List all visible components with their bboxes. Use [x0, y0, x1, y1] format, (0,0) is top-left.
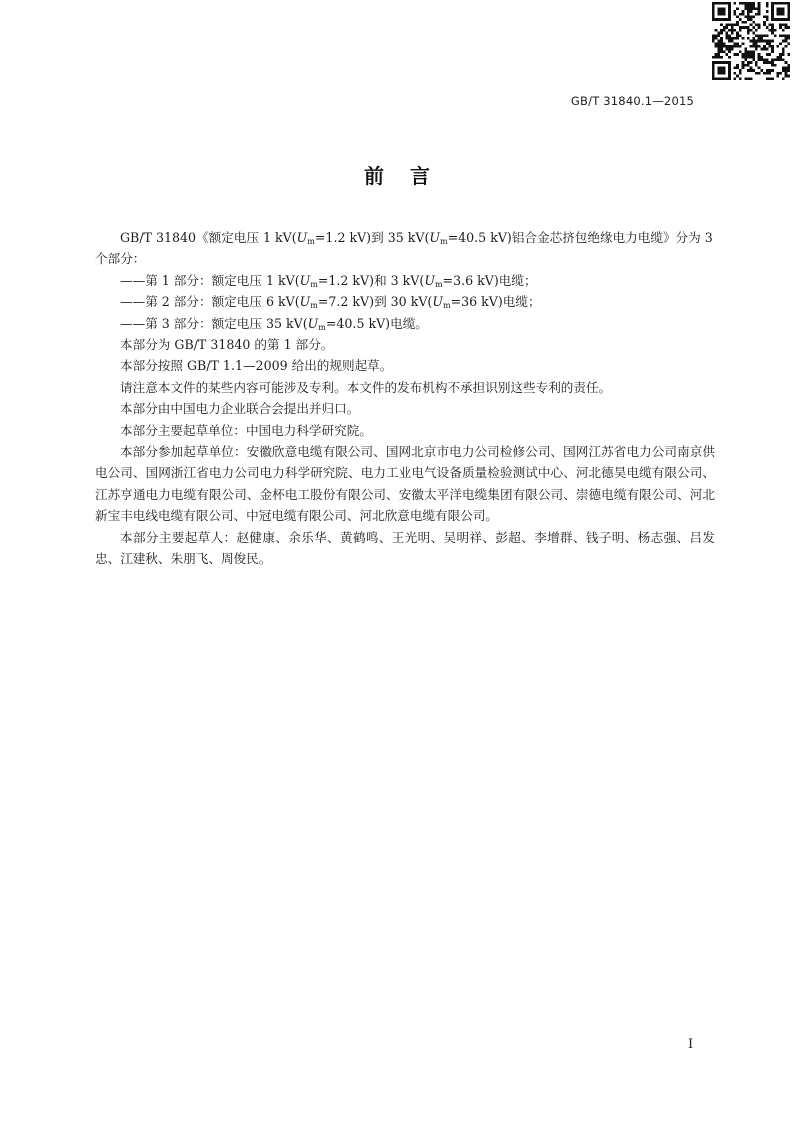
- paragraph-drafting-rules: 本部分按照 GB/T 1.1—2009 给出的规则起草。: [120, 358, 393, 374]
- paragraph-series-intro: GB/T 31840《额定电压 1 $kV(U_m=1.2$ kV)到 35 $kV(U_m=40.5$ kV)铝合金芯挤包绝缘电力电缆》分为 3 个部分：: [95, 230, 713, 267]
- paragraph-patent-notice: 请注意本文件的某些内容可能涉及专利。本文件的发布机构不承担识别这些专利的责任。: [120, 379, 612, 395]
- page-title: 前言: [364, 164, 456, 188]
- paragraph-part-of: 本部分为 GB/T 31840 的第 1 部分。: [120, 337, 334, 353]
- standard-number: GB/T 31840.1—2015: [570, 94, 694, 108]
- foreword-body: [95, 227, 715, 570]
- list-item-part-1: ——第 1 部分：额定电压 1 $kV(U_m=1.2$ kV)和 3 $kV(U_m=3.6$ kV)电缆；: [120, 272, 537, 289]
- paragraph-main-drafting-unit: 本部分主要起草单位：中国电力科学研究院。: [120, 422, 372, 438]
- paragraph-main-drafters: 本部分主要起草人：赵健康、余乐华、黄鹤鸣、王光明、吴明祥、彭超、李增群、钱子明、杨志强、吕发忠、江建秋、朱朋飞、周俊民。: [95, 529, 715, 567]
- qr-code-icon: [712, 2, 790, 80]
- page-number: I: [688, 1037, 694, 1052]
- list-item-part-2: ——第 2 部分：额定电压 6 $kV(U_m=7.2$ kV)到 30 $kV(U_m=36$ kV)电缆；: [120, 294, 541, 311]
- paragraph-participating-units: 本部分参加起草单位：安徽欣意电缆有限公司、国网北京市电力公司检修公司、国网江苏省电力公司南京供电公司、国网浙江省电力公司电力科学研究院、电力工业电气设备质量检验测试中心、河北德昊电缆有限公司、江苏亨通电力电缆有限公司、金杯电工股份有限公司、安徽太平洋电缆集团有限公司、崇德电缆有限公司、河北新宝丰电线电缆有限公司、中冠电缆有限公司、河北欣意电缆有限公司。: [95, 444, 715, 524]
- list-item-part-3: ——第 3 部分：额定电压 35 $kV(U_m=40.5$ kV)电缆。: [120, 315, 428, 332]
- paragraph-proposed-by: 本部分由中国电力企业联合会提出并归口。: [120, 401, 360, 417]
